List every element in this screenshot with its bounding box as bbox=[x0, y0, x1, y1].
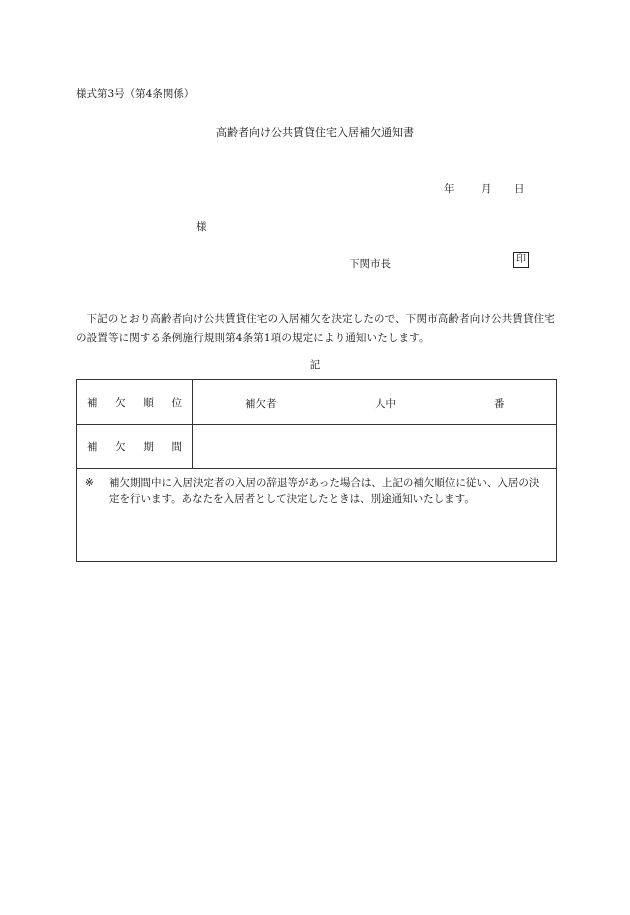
addressee-suffix: 様 bbox=[196, 221, 207, 233]
note-row bbox=[77, 469, 557, 562]
date-year-label: 年 bbox=[444, 183, 455, 195]
note-mark: ※ bbox=[85, 477, 94, 489]
ki-heading: 記 bbox=[309, 359, 321, 371]
rank-middle: 人中 bbox=[375, 398, 396, 410]
period-label: 補 欠 期 間 bbox=[77, 425, 193, 469]
date-month-label: 月 bbox=[481, 183, 492, 195]
note-cell bbox=[77, 469, 557, 562]
rank-suffix: 番 bbox=[494, 398, 505, 410]
document-title: 高齢者向け公共賃貸住宅入居補欠通知書 bbox=[216, 126, 414, 139]
body-paragraph: 下記のとおり高齢者向け公共賃貸住宅の入居補欠を決定したので、下関市高齢者向け公共賃貸住宅の設置等に関する条例施行規則第4条第1項の規定により通知いたします。 bbox=[76, 313, 555, 344]
record-table bbox=[76, 379, 557, 562]
form-number: 様式第3号（第4条関係） bbox=[76, 88, 195, 100]
rank-label: 補 欠 順 位 bbox=[77, 380, 193, 425]
sender-name: 下関市長 bbox=[349, 258, 391, 270]
note-text: 補欠期間中に入居決定者の入居の辞退等があった場合は、上記の補欠順位に従い、入居の決定を行います。あなたを入居者として決定したときは、別途通知いたします。 bbox=[109, 477, 540, 505]
rank-value-cell bbox=[193, 380, 557, 425]
period-row bbox=[77, 425, 557, 469]
body-text bbox=[76, 310, 558, 348]
rank-prefix: 補欠者 bbox=[245, 398, 277, 410]
rank-row bbox=[77, 380, 557, 425]
date-day-label: 日 bbox=[514, 183, 525, 195]
seal-mark: 印 bbox=[513, 252, 529, 268]
period-value-cell bbox=[193, 425, 557, 469]
